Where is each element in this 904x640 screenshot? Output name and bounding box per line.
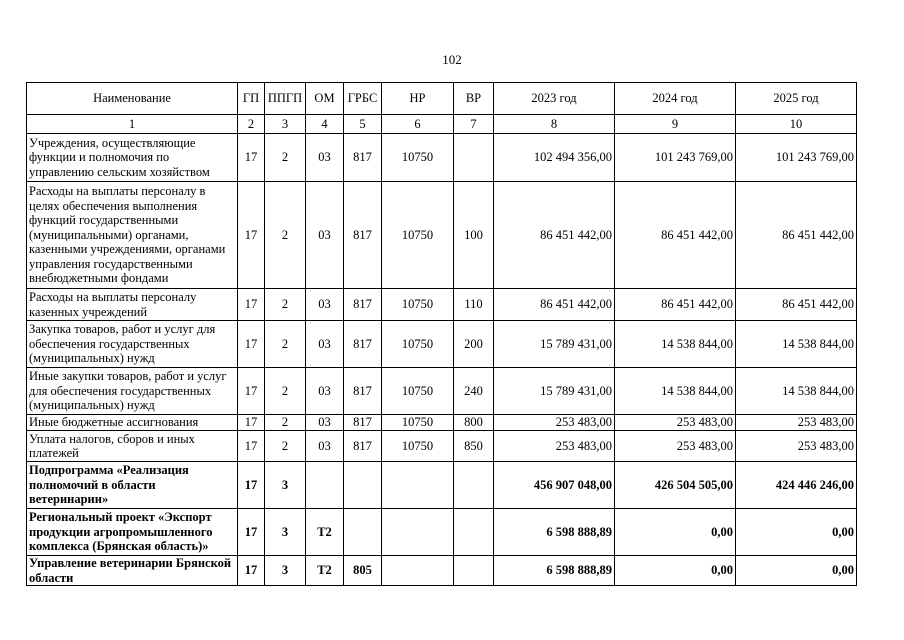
row-om: Т2 <box>306 556 344 586</box>
row-gp: 17 <box>238 134 265 182</box>
row-gp: 17 <box>238 556 265 586</box>
row-amount-2024: 101 243 769,00 <box>615 134 736 182</box>
row-amount-2023: 6 598 888,89 <box>494 556 615 586</box>
row-ppgp: 2 <box>265 289 306 321</box>
row-grbs: 817 <box>344 289 382 321</box>
row-amount-2024: 0,00 <box>615 556 736 586</box>
row-amount-2025: 424 446 246,00 <box>736 462 857 509</box>
table-row <box>27 431 857 462</box>
row-ppgp: 3 <box>265 509 306 556</box>
row-vr: 240 <box>454 368 494 415</box>
header-name: Наименование <box>27 83 238 115</box>
column-number: 5 <box>344 115 382 134</box>
row-ppgp: 3 <box>265 462 306 509</box>
row-grbs <box>344 509 382 556</box>
row-grbs: 805 <box>344 556 382 586</box>
row-amount-2023: 6 598 888,89 <box>494 509 615 556</box>
table-row <box>27 462 857 509</box>
row-nr: 10750 <box>382 431 454 462</box>
row-amount-2024: 86 451 442,00 <box>615 182 736 289</box>
table-row <box>27 182 857 289</box>
row-ppgp: 2 <box>265 134 306 182</box>
row-gp: 17 <box>238 289 265 321</box>
header-nr: НР <box>382 83 454 115</box>
row-amount-2023: 86 451 442,00 <box>494 182 615 289</box>
row-om: 03 <box>306 134 344 182</box>
row-vr: 800 <box>454 415 494 431</box>
row-amount-2023: 15 789 431,00 <box>494 368 615 415</box>
row-name: Закупка товаров, работ и услуг для обеспечения государственных (муниципальных) нужд <box>27 321 238 368</box>
table-row <box>27 289 857 321</box>
row-vr: 200 <box>454 321 494 368</box>
column-number: 6 <box>382 115 454 134</box>
row-ppgp: 2 <box>265 182 306 289</box>
row-om: 03 <box>306 431 344 462</box>
row-amount-2023: 253 483,00 <box>494 431 615 462</box>
row-nr <box>382 509 454 556</box>
row-amount-2025: 253 483,00 <box>736 431 857 462</box>
row-name: Расходы на выплаты персоналу в целях обеспечения выполнения функций государственными (муниципальными) органами, казенными учреждениями, органами управления государственными внебюджетными фондами <box>27 182 238 289</box>
row-ppgp: 2 <box>265 415 306 431</box>
row-vr: 850 <box>454 431 494 462</box>
row-gp: 17 <box>238 509 265 556</box>
table-row <box>27 509 857 556</box>
row-name: Учреждения, осуществляющие функции и полномочия по управлению сельским хозяйством <box>27 134 238 182</box>
row-gp: 17 <box>238 462 265 509</box>
row-grbs: 817 <box>344 321 382 368</box>
row-nr: 10750 <box>382 368 454 415</box>
header-2023: 2023 год <box>494 83 615 115</box>
row-ppgp: 2 <box>265 368 306 415</box>
column-number: 9 <box>615 115 736 134</box>
row-vr <box>454 134 494 182</box>
header-ppgp: ППГП <box>265 83 306 115</box>
row-om: 03 <box>306 368 344 415</box>
page-number: 102 <box>442 52 462 67</box>
column-number: 1 <box>27 115 238 134</box>
column-number-row <box>27 115 857 134</box>
row-om: Т2 <box>306 509 344 556</box>
row-grbs: 817 <box>344 182 382 289</box>
row-name: Подпрограмма «Реализация полномочий в области ветеринарии» <box>27 462 238 509</box>
header-row <box>27 83 857 115</box>
row-name: Иные закупки товаров, работ и услуг для обеспечения государственных (муниципальных) нужд <box>27 368 238 415</box>
row-grbs: 817 <box>344 415 382 431</box>
header-2025: 2025 год <box>736 83 857 115</box>
row-amount-2024: 14 538 844,00 <box>615 368 736 415</box>
row-name: Региональный проект «Экспорт продукции агропромышленного комплекса (Брянская область)» <box>27 509 238 556</box>
row-nr <box>382 462 454 509</box>
row-amount-2025: 14 538 844,00 <box>736 321 857 368</box>
row-gp: 17 <box>238 415 265 431</box>
row-grbs: 817 <box>344 134 382 182</box>
row-nr: 10750 <box>382 415 454 431</box>
row-amount-2024: 86 451 442,00 <box>615 289 736 321</box>
row-nr: 10750 <box>382 321 454 368</box>
row-gp: 17 <box>238 182 265 289</box>
table-row <box>27 415 857 431</box>
row-amount-2024: 14 538 844,00 <box>615 321 736 368</box>
row-amount-2023: 456 907 048,00 <box>494 462 615 509</box>
row-ppgp: 2 <box>265 321 306 368</box>
row-grbs <box>344 462 382 509</box>
row-om: 03 <box>306 182 344 289</box>
header-gp: ГП <box>238 83 265 115</box>
row-nr: 10750 <box>382 289 454 321</box>
row-vr: 100 <box>454 182 494 289</box>
row-vr <box>454 556 494 586</box>
header-grbs: ГРБС <box>344 83 382 115</box>
row-nr: 10750 <box>382 182 454 289</box>
row-name: Уплата налогов, сборов и иных платежей <box>27 431 238 462</box>
row-gp: 17 <box>238 368 265 415</box>
row-ppgp: 3 <box>265 556 306 586</box>
row-amount-2025: 86 451 442,00 <box>736 182 857 289</box>
table-row <box>27 321 857 368</box>
row-vr <box>454 462 494 509</box>
row-vr: 110 <box>454 289 494 321</box>
row-nr <box>382 556 454 586</box>
header-2024: 2024 год <box>615 83 736 115</box>
row-name: Иные бюджетные ассигнования <box>27 415 238 431</box>
budget-table <box>26 82 857 586</box>
table-row <box>27 134 857 182</box>
row-gp: 17 <box>238 431 265 462</box>
column-number: 2 <box>238 115 265 134</box>
header-om: ОМ <box>306 83 344 115</box>
row-amount-2025: 0,00 <box>736 556 857 586</box>
column-number: 4 <box>306 115 344 134</box>
table-row <box>27 556 857 586</box>
column-number: 7 <box>454 115 494 134</box>
row-vr <box>454 509 494 556</box>
row-name: Управление ветеринарии Брянской области <box>27 556 238 586</box>
column-number: 8 <box>494 115 615 134</box>
row-ppgp: 2 <box>265 431 306 462</box>
row-grbs: 817 <box>344 431 382 462</box>
row-amount-2025: 101 243 769,00 <box>736 134 857 182</box>
row-om: 03 <box>306 289 344 321</box>
row-om <box>306 462 344 509</box>
table-row <box>27 368 857 415</box>
column-number: 3 <box>265 115 306 134</box>
row-amount-2025: 14 538 844,00 <box>736 368 857 415</box>
row-amount-2023: 253 483,00 <box>494 415 615 431</box>
row-amount-2023: 102 494 356,00 <box>494 134 615 182</box>
row-amount-2024: 253 483,00 <box>615 431 736 462</box>
row-amount-2023: 86 451 442,00 <box>494 289 615 321</box>
row-grbs: 817 <box>344 368 382 415</box>
column-number: 10 <box>736 115 857 134</box>
row-amount-2025: 253 483,00 <box>736 415 857 431</box>
row-om: 03 <box>306 321 344 368</box>
row-amount-2023: 15 789 431,00 <box>494 321 615 368</box>
row-amount-2024: 253 483,00 <box>615 415 736 431</box>
header-vr: ВР <box>454 83 494 115</box>
row-amount-2024: 426 504 505,00 <box>615 462 736 509</box>
row-name: Расходы на выплаты персоналу казенных учреждений <box>27 289 238 321</box>
row-gp: 17 <box>238 321 265 368</box>
row-amount-2025: 86 451 442,00 <box>736 289 857 321</box>
row-amount-2024: 0,00 <box>615 509 736 556</box>
row-om: 03 <box>306 415 344 431</box>
row-nr: 10750 <box>382 134 454 182</box>
row-amount-2025: 0,00 <box>736 509 857 556</box>
